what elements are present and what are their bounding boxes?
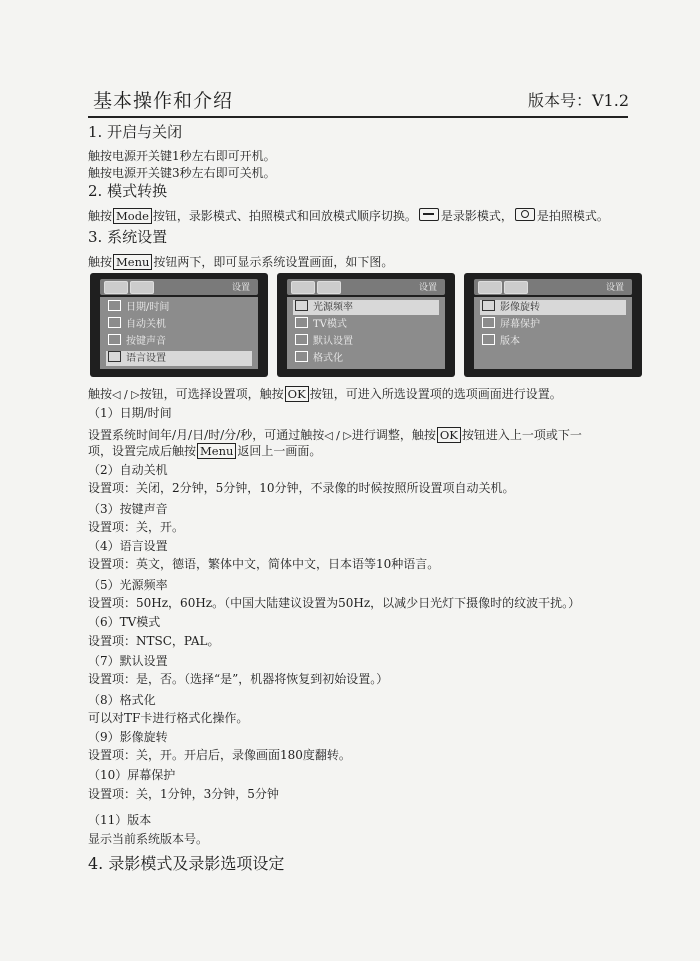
item-5-text: 设置项：50Hz，60Hz。（中国大陆建议设置为50Hz，以减少日光灯下摄像时的纹波干扰。） bbox=[88, 596, 581, 610]
section-4-heading: 4. 录影模式及录影选项设定 bbox=[88, 854, 285, 873]
item-5-title: （5）光源频率 bbox=[88, 578, 168, 592]
settings-tab-label: 设置 bbox=[605, 283, 624, 293]
menu-item-label: 自动关机 bbox=[126, 319, 166, 330]
menu-key-label: Menu bbox=[113, 254, 152, 270]
settings-screen-2 bbox=[277, 273, 455, 377]
header-rule bbox=[88, 116, 628, 118]
section-2-pre: 触按 bbox=[88, 209, 113, 223]
photo-tab-icon bbox=[130, 281, 154, 294]
item-4-title: （4）语言设置 bbox=[88, 539, 168, 553]
section-2-heading: 2. 模式转换 bbox=[88, 182, 168, 200]
menu-item bbox=[293, 317, 439, 332]
menu-item bbox=[480, 334, 626, 349]
video-tab-icon bbox=[104, 281, 128, 294]
item-1-title: （1）日期/时间 bbox=[88, 406, 172, 420]
item-10-text: 设置项：关，1分钟，3分钟，5分钟 bbox=[88, 787, 279, 801]
section-2-post: 按钮，录影模式、拍照模式和回放模式顺序切换。 bbox=[152, 209, 417, 223]
item-1-l1-mid: 进行调整，触按 bbox=[351, 428, 436, 442]
section-1-line-1: 触按电源开关键1秒左右即可开机。 bbox=[88, 149, 276, 163]
menu-item-selected bbox=[293, 300, 439, 315]
menu-item-label: TV模式 bbox=[313, 319, 347, 330]
item-6-title: （6）TV模式 bbox=[88, 615, 161, 629]
menu-item-label: 格式化 bbox=[313, 353, 343, 364]
menu-item-label: 屏幕保护 bbox=[500, 319, 540, 330]
menu-item bbox=[106, 300, 252, 315]
item-8-title: （8）格式化 bbox=[88, 693, 156, 707]
settings-tab-label: 设置 bbox=[418, 283, 437, 293]
menu-item-label: 版本 bbox=[500, 336, 520, 347]
power-off-icon bbox=[108, 317, 121, 328]
screen-tabs bbox=[287, 279, 445, 295]
rotate-icon bbox=[482, 300, 495, 311]
item-8-text: 可以对TF卡进行格式化操作。 bbox=[88, 711, 249, 725]
nav-instructions bbox=[88, 386, 648, 403]
menu-item-label: 按键声音 bbox=[126, 336, 166, 347]
nav-post: 按钮，可进入所选设置项的选项画面进行设置。 bbox=[309, 387, 562, 401]
item-10-title: （10）屏幕保护 bbox=[88, 768, 176, 782]
item-1-l1-pre: 设置系统时间年/月/日/时/分/秒，可通过触按 bbox=[88, 428, 325, 442]
item-9-text: 设置项：关，开。开启后，录像画面180度翻转。 bbox=[88, 748, 351, 762]
section-3-heading: 3. 系统设置 bbox=[88, 228, 168, 246]
item-2-text: 设置项：关闭，2分钟，5分钟，10分钟，不录像的时候按照所设置项自动关机。 bbox=[88, 481, 515, 495]
speaker-icon bbox=[108, 334, 121, 345]
frequency-icon bbox=[295, 300, 308, 311]
photo-mode-icon bbox=[515, 208, 535, 221]
item-3-title: （3）按键声音 bbox=[88, 502, 168, 516]
screen-tabs bbox=[474, 279, 632, 295]
nav-mid: 按钮，可选择设置项，触按 bbox=[139, 387, 284, 401]
item-6-text: 设置项：NTSC，PAL。 bbox=[88, 634, 220, 648]
ok-key-label: OK bbox=[437, 427, 461, 443]
section-3-pre: 触按 bbox=[88, 255, 113, 269]
section-1-line-2: 触按电源开关键3秒左右即可关机。 bbox=[88, 166, 276, 180]
item-9-title: （9）影像旋转 bbox=[88, 730, 168, 744]
clock-icon bbox=[108, 300, 121, 311]
item-11-title: （11）版本 bbox=[88, 813, 152, 827]
menu-item-label: 默认设置 bbox=[313, 336, 353, 347]
item-1-l2-post: 返回上一画面。 bbox=[237, 444, 322, 458]
item-11-text: 显示当前系统版本号。 bbox=[88, 832, 209, 846]
photo-tab-icon bbox=[504, 281, 528, 294]
screensaver-icon bbox=[482, 317, 495, 328]
item-1-l1-post: 按钮进入上一项或下一 bbox=[461, 428, 582, 442]
item-4-text: 设置项：英文，德语，繁体中文，简体中文，日本语等10种语言。 bbox=[88, 557, 440, 571]
video-tab-icon bbox=[478, 281, 502, 294]
menu-item-label: 日期/时间 bbox=[126, 302, 170, 313]
left-right-arrow-icon: ◁ / ▷ bbox=[324, 429, 352, 442]
settings-screenshots bbox=[90, 273, 642, 377]
menu-item bbox=[106, 317, 252, 332]
item-3-text: 设置项：关，开。 bbox=[88, 520, 185, 534]
tv-icon bbox=[295, 317, 308, 328]
item-1-l2-pre: 项，设置完成后触按 bbox=[88, 444, 197, 458]
video-mode-text: 是录影模式， bbox=[440, 209, 513, 223]
menu-item-label: 影像旋转 bbox=[500, 302, 540, 313]
nav-pre: 触按 bbox=[88, 387, 113, 401]
item-7-text: 设置项：是，否。（选择“是”，机器将恢复到初始设置。） bbox=[88, 672, 389, 686]
section-1-heading: 1. 开启与关闭 bbox=[88, 123, 183, 141]
menu-item-label: 语言设置 bbox=[126, 353, 166, 364]
section-2-text bbox=[88, 208, 648, 225]
section-3-post: 按钮两下，即可显示系统设置画面，如下图。 bbox=[153, 255, 394, 269]
menu-item-selected bbox=[106, 351, 252, 366]
menu-item-selected bbox=[480, 300, 626, 315]
item-2-title: （2）自动关机 bbox=[88, 463, 168, 477]
photo-mode-text: 是拍照模式。 bbox=[536, 209, 609, 223]
version-icon bbox=[482, 334, 495, 345]
ok-key-label: OK bbox=[285, 386, 309, 402]
format-icon bbox=[295, 351, 308, 362]
video-mode-icon bbox=[419, 208, 439, 221]
item-1-line-2 bbox=[88, 443, 648, 460]
menu-item bbox=[293, 334, 439, 349]
mode-key-label: Mode bbox=[113, 208, 152, 224]
version-label: 版本号：V1.2 bbox=[528, 91, 630, 110]
screen-tabs bbox=[100, 279, 258, 295]
language-icon bbox=[108, 351, 121, 362]
section-3-text bbox=[88, 254, 648, 271]
photo-tab-icon bbox=[317, 281, 341, 294]
menu-item bbox=[106, 334, 252, 349]
settings-tab-label: 设置 bbox=[231, 283, 250, 293]
menu-item-label: 光源频率 bbox=[313, 302, 353, 313]
settings-screen-3 bbox=[464, 273, 642, 377]
video-tab-icon bbox=[291, 281, 315, 294]
item-1-line-1 bbox=[88, 427, 648, 444]
menu-panel bbox=[287, 297, 445, 369]
menu-panel bbox=[474, 297, 632, 369]
menu-key-label: Menu bbox=[197, 443, 236, 459]
left-right-arrow-icon: ◁ / ▷ bbox=[112, 388, 140, 401]
menu-item bbox=[480, 317, 626, 332]
item-7-title: （7）默认设置 bbox=[88, 654, 168, 668]
menu-item bbox=[293, 351, 439, 366]
page-title: 基本操作和介绍 bbox=[93, 90, 234, 112]
menu-panel bbox=[100, 297, 258, 369]
reset-icon bbox=[295, 334, 308, 345]
settings-screen-1 bbox=[90, 273, 268, 377]
